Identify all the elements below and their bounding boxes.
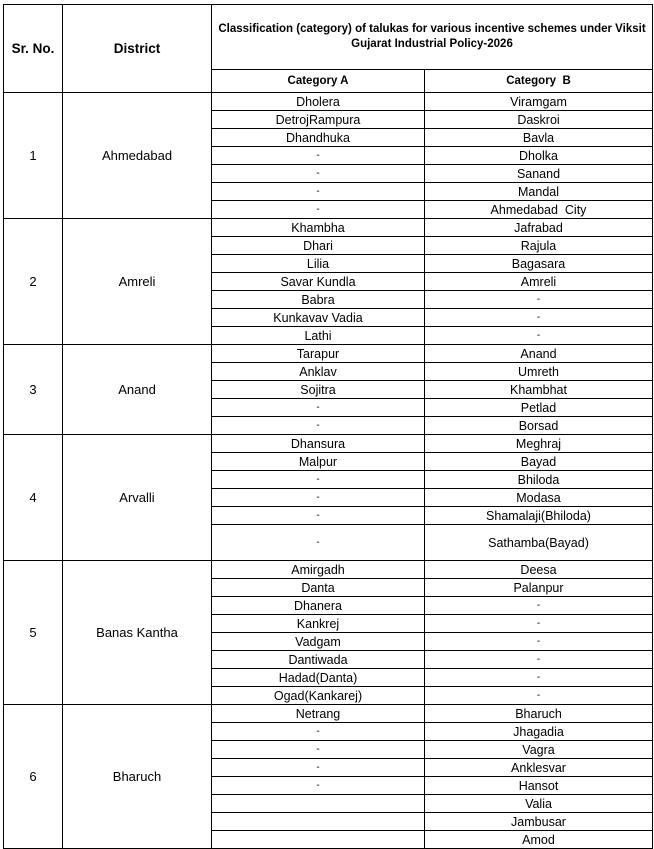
table-row <box>4 93 653 111</box>
category-a-cell: - <box>212 183 425 201</box>
category-b-cell: Ahmedabad City <box>425 201 653 219</box>
category-a-cell: Malpur <box>212 453 425 471</box>
category-a-cell: Amirgadh <box>212 561 425 579</box>
category-a-cell: Dantiwada <box>212 651 425 669</box>
category-b-header: Category B <box>425 70 653 93</box>
sr-no-cell: 3 <box>4 345 63 435</box>
district-cell: Banas Kantha <box>63 561 212 705</box>
category-a-cell: - <box>212 201 425 219</box>
category-b-cell: Bavla <box>425 129 653 147</box>
category-b-cell: Khambhat <box>425 381 653 399</box>
category-a-cell: Lathi <box>212 327 425 345</box>
category-b-cell: Amreli <box>425 273 653 291</box>
sr-no-cell: 2 <box>4 219 63 345</box>
category-a-cell: - <box>212 165 425 183</box>
category-a-cell: - <box>212 147 425 165</box>
category-b-cell: Dholka <box>425 147 653 165</box>
table-row <box>4 345 653 363</box>
category-a-cell: Kankrej <box>212 615 425 633</box>
category-a-cell: Anklav <box>212 363 425 381</box>
table-row <box>4 219 653 237</box>
category-a-cell <box>212 813 425 831</box>
table-title: Classification (category) of talukas for various incentive schemes under Viksit Gujarat Industrial Policy-2026 <box>212 5 653 70</box>
category-a-cell: - <box>212 471 425 489</box>
category-b-cell: Modasa <box>425 489 653 507</box>
category-b-cell: Sanand <box>425 165 653 183</box>
category-a-cell: - <box>212 507 425 525</box>
category-b-cell: Bagasara <box>425 255 653 273</box>
district-cell: Anand <box>63 345 212 435</box>
sr-no-cell: 4 <box>4 435 63 561</box>
sr-no-cell: 6 <box>4 705 63 849</box>
category-a-cell: - <box>212 399 425 417</box>
category-a-cell: - <box>212 723 425 741</box>
district-cell: Amreli <box>63 219 212 345</box>
category-a-cell: Ogad(Kankarej) <box>212 687 425 705</box>
category-b-cell: - <box>425 669 653 687</box>
category-a-cell: Vadgam <box>212 633 425 651</box>
category-a-cell: - <box>212 417 425 435</box>
category-b-cell: Palanpur <box>425 579 653 597</box>
category-b-cell: - <box>425 309 653 327</box>
category-a-header: Category A <box>212 70 425 93</box>
table-row <box>4 435 653 453</box>
category-a-cell: - <box>212 525 425 561</box>
sr-no-header: Sr. No. <box>4 5 63 93</box>
category-a-cell: Dhandhuka <box>212 129 425 147</box>
category-a-cell: Lilia <box>212 255 425 273</box>
category-a-cell: - <box>212 741 425 759</box>
category-b-cell: Anand <box>425 345 653 363</box>
category-b-cell: Bhiloda <box>425 471 653 489</box>
category-b-cell: Jambusar <box>425 813 653 831</box>
category-b-cell: Viramgam <box>425 93 653 111</box>
district-cell: Bharuch <box>63 705 212 849</box>
category-b-cell: Valia <box>425 795 653 813</box>
category-b-cell: - <box>425 327 653 345</box>
category-b-cell: Mandal <box>425 183 653 201</box>
category-a-cell: Danta <box>212 579 425 597</box>
category-b-cell: Vagra <box>425 741 653 759</box>
category-a-cell: Dhanera <box>212 597 425 615</box>
category-b-cell: Sathamba(Bayad) <box>425 525 653 561</box>
category-b-cell: Meghraj <box>425 435 653 453</box>
category-b-cell: - <box>425 651 653 669</box>
category-b-cell: Rajula <box>425 237 653 255</box>
category-a-cell: Khambha <box>212 219 425 237</box>
district-cell: Arvalli <box>63 435 212 561</box>
sr-no-cell: 5 <box>4 561 63 705</box>
category-a-cell: Dhansura <box>212 435 425 453</box>
incentive-classification-table <box>3 4 653 849</box>
category-a-cell: Kunkavav Vadia <box>212 309 425 327</box>
category-a-cell: Netrang <box>212 705 425 723</box>
category-b-cell: Bayad <box>425 453 653 471</box>
category-a-cell: Dhari <box>212 237 425 255</box>
table-body <box>4 93 653 849</box>
category-b-cell: - <box>425 687 653 705</box>
category-b-cell: Borsad <box>425 417 653 435</box>
category-a-cell <box>212 831 425 849</box>
category-b-cell: - <box>425 615 653 633</box>
category-b-cell: Umreth <box>425 363 653 381</box>
category-b-cell: Anklesvar <box>425 759 653 777</box>
category-b-cell: Shamalaji(Bhiloda) <box>425 507 653 525</box>
category-b-cell: - <box>425 633 653 651</box>
category-a-cell: Dholera <box>212 93 425 111</box>
category-a-cell: Sojitra <box>212 381 425 399</box>
category-b-cell: Deesa <box>425 561 653 579</box>
category-a-cell: Hadad(Danta) <box>212 669 425 687</box>
category-b-cell: Amod <box>425 831 653 849</box>
category-a-cell: DetrojRampura <box>212 111 425 129</box>
category-a-cell: - <box>212 489 425 507</box>
category-a-cell: - <box>212 777 425 795</box>
category-b-cell: Jhagadia <box>425 723 653 741</box>
category-b-cell: Bharuch <box>425 705 653 723</box>
category-a-cell: Savar Kundla <box>212 273 425 291</box>
category-a-cell: - <box>212 759 425 777</box>
category-b-cell: Jafrabad <box>425 219 653 237</box>
category-b-cell: Daskroi <box>425 111 653 129</box>
district-cell: Ahmedabad <box>63 93 212 219</box>
category-b-cell: Hansot <box>425 777 653 795</box>
sr-no-cell: 1 <box>4 93 63 219</box>
category-a-cell: Tarapur <box>212 345 425 363</box>
category-b-cell: - <box>425 291 653 309</box>
table-row <box>4 561 653 579</box>
category-b-cell: Petlad <box>425 399 653 417</box>
category-a-cell: Babra <box>212 291 425 309</box>
table-row <box>4 705 653 723</box>
category-a-cell <box>212 795 425 813</box>
district-header: District <box>63 5 212 93</box>
category-b-cell: - <box>425 597 653 615</box>
